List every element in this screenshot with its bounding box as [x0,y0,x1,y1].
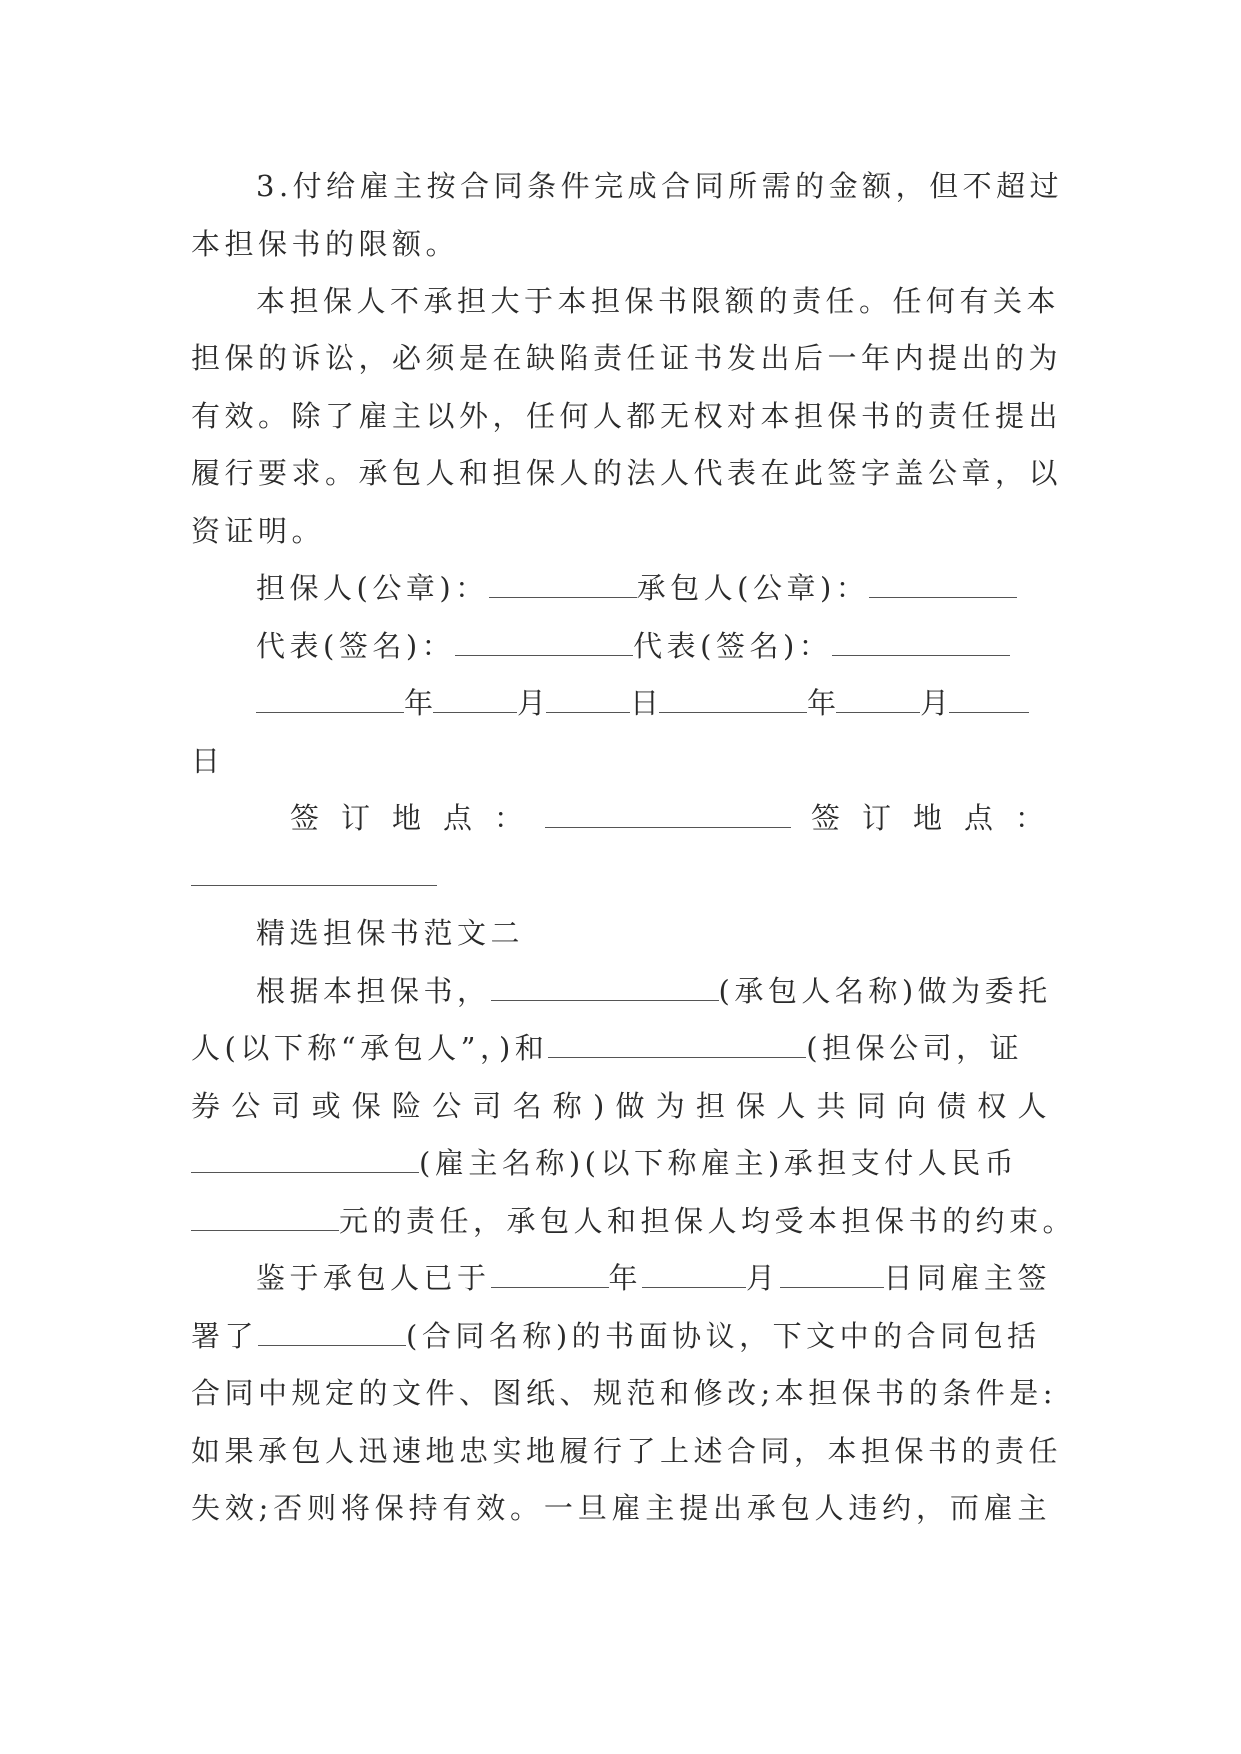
year-blank[interactable] [256,686,404,713]
text-line [191,1028,1051,1068]
text-span: 履行要求。承包人和担保人的法人代表在此签字盖公章，以 [191,456,1063,490]
text-span: (合同名称)的书面协议，下文中的合同包括 [406,1319,1041,1353]
text-span: 月 [746,1261,780,1295]
guarantor-company-blank[interactable] [548,1031,806,1058]
day-blank[interactable] [546,686,630,713]
place-line-wrap [191,856,1051,896]
text-span: 合同中规定的文件、图纸、规范和修改;本担保书的条件是: [191,1376,1058,1410]
text-span: 如果承包人迅速地忠实地履行了上述合同，本担保书的责任 [191,1434,1063,1468]
month-blank[interactable] [433,686,517,713]
text-span: 有效。除了雇主以外，任何人都无权对本担保书的责任提出 [191,399,1063,433]
text-span: 本担保人不承担大于本担保书限额的责任。任何有关本 [256,284,1061,318]
year-label: 年 [807,686,837,720]
date-line-wrap [191,741,1051,781]
section-title [256,913,1051,953]
text-line [191,1373,1058,1413]
day-blank[interactable] [949,686,1029,713]
rep-sign-blank[interactable] [832,629,1010,656]
text-line [191,1488,1051,1528]
year-label: 年 [404,686,434,720]
place-label: 签订地点： [290,801,546,835]
place-line [290,798,1067,838]
rep-sign-label: 代表(签名)： [633,629,833,663]
month-label: 月 [920,686,950,720]
text-span: 本担保书的限额。 [191,227,460,261]
text-line [191,453,1063,493]
sign-year-blank[interactable] [491,1261,609,1288]
text-span: 年 [608,1261,643,1295]
rep-sign-label: 代表(签名)： [256,629,456,663]
text-span: 元的责任，承包人和担保人均受本担保书的约束。 [339,1204,1077,1238]
text-line [256,281,1061,321]
text-line [256,166,1064,206]
text-line [191,1431,1063,1471]
text-line [191,1316,1051,1356]
place-blank[interactable] [545,801,791,828]
guarantor-seal-blank[interactable] [489,571,637,598]
text-line [191,224,1051,264]
sign-day-blank[interactable] [780,1261,884,1288]
place-label: 签订地点： [811,801,1067,835]
contractor-name-blank[interactable] [491,974,719,1001]
text-span: (雇主名称)(以下称雇主)承担支付人民币 [419,1146,1019,1180]
text-line [191,338,1063,378]
year-blank[interactable] [659,686,807,713]
rep-sign-blank[interactable] [455,629,633,656]
day-label: 日 [191,744,225,778]
text-span: (承包人名称)做为委托 [718,974,1052,1008]
date-line [256,683,1051,723]
contractor-seal-label: 承包人(公章)： [636,571,870,605]
text-line [191,511,1051,551]
text-span: 券公司或保险公司名称)做为担保人共同向债权人 [191,1089,1051,1123]
text-span: 鉴于承包人已于 [256,1261,491,1295]
text-line [256,971,1051,1011]
place-blank[interactable] [191,859,437,886]
text-line [191,396,1063,436]
seal-line [256,568,1051,608]
guarantor-seal-label: 担保人(公章)： [256,571,489,605]
text-span: 失效;否则将保持有效。一旦雇主提出承包人违约，而雇主 [191,1491,1051,1525]
section-title-text: 精选担保书范文二 [256,916,525,950]
text-span: 担保的诉讼，必须是在缺陷责任证书发出后一年内提出的为 [191,341,1063,375]
text-line [191,1086,1051,1126]
employer-name-blank[interactable] [191,1146,419,1173]
text-span: 署了 [191,1319,259,1353]
month-label: 月 [517,686,547,720]
text-line [191,1143,1051,1183]
contract-name-blank[interactable] [258,1319,406,1346]
text-span: 资证明。 [191,514,326,548]
text-span: 根据本担保书， [256,974,491,1008]
text-span: (担保公司，证 [806,1031,1024,1065]
text-span: 人(以下称“承包人”，)和 [191,1031,549,1065]
amount-blank[interactable] [191,1204,339,1231]
day-label: 日 [630,686,660,720]
contractor-seal-blank[interactable] [869,571,1017,598]
month-blank[interactable] [836,686,920,713]
text-line [256,1258,1051,1298]
sign-month-blank[interactable] [642,1261,746,1288]
text-line [191,1201,1077,1241]
text-span: 日同雇主签 [883,1261,1052,1295]
signature-line [256,626,1051,666]
text-span: 3.付给雇主按合同条件完成合同所需的金额，但不超过 [256,169,1064,203]
